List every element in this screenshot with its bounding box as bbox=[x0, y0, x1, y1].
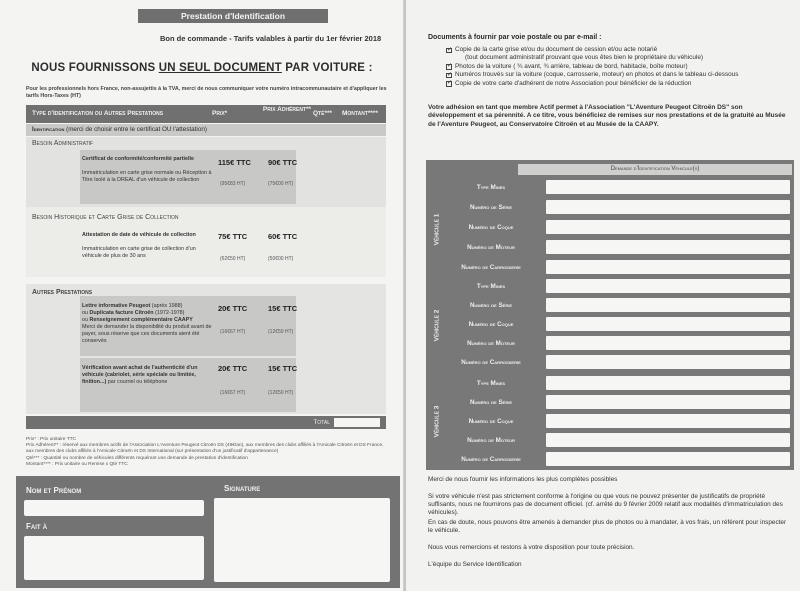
or-text: ou bbox=[82, 310, 90, 316]
product-lettre bbox=[82, 303, 212, 345]
page-banner: Prestation d'Identification bbox=[138, 9, 328, 23]
closing-signature: L'équipe du Service Identification bbox=[428, 561, 522, 568]
product-desc: Merci de demander la disponibilité du produit avant de payer, sous réserve que ces documents aient été conservés bbox=[82, 324, 212, 344]
vehicle-2-field-label: Type Mines bbox=[476, 283, 506, 290]
vehicle-3-type-mines-input[interactable] bbox=[546, 376, 790, 390]
vehicle-3-coque-input[interactable] bbox=[546, 414, 790, 428]
adherent-price-ttc: 60€ TTC bbox=[268, 232, 298, 241]
order-line: Bon de commande - Tarifs valables à partir du 1er février 2018 bbox=[160, 34, 382, 43]
vehicle-1-field-label: Type Mines bbox=[476, 184, 506, 191]
identification-title: Identification bbox=[32, 126, 65, 133]
price-ttc: 20€ TTC bbox=[218, 304, 248, 313]
vehicle-3-field-label: Numéro de Moteur bbox=[467, 437, 515, 444]
vehicle-1-field-label: Numéro de Coque bbox=[468, 224, 514, 231]
vehicle-2-coque-input[interactable] bbox=[546, 317, 790, 331]
header-adherent: Prix Adhérent** bbox=[262, 106, 312, 113]
vehicle-3-serie-input[interactable] bbox=[546, 395, 790, 409]
vehicle-3-field-label: Type Mines bbox=[476, 380, 506, 387]
adhesion-text: Votre adhésion en tant que membre Actif permet à l'Association "L'Aventure Peugeot Citroën DS" son développement et sa pérennité. A ce titre, vous bénéficiez de remises sur nos prestations et de la gratuité au Musée de l'Aventure Peugeot, au Conservatoire Citroën et au Musée de la CAAPY. bbox=[428, 104, 786, 128]
vehicle-2-moteur-input[interactable] bbox=[546, 336, 790, 350]
product-desc: par courriel ou téléphone bbox=[106, 379, 168, 385]
checkbox-icon[interactable] bbox=[446, 81, 452, 87]
docs-title: Documents à fournir par voie postale ou par e-mail : bbox=[428, 34, 602, 41]
doc-item-text: Copie de la carte grise et/ou du document de cession et/ou acte notarié bbox=[455, 46, 658, 53]
identification-bar bbox=[26, 124, 386, 136]
product-title-3: Renseignement complémentaire CAAPY bbox=[89, 317, 193, 323]
vehicle-3-field-label: Numéro de Carrosserie bbox=[461, 456, 521, 463]
vehicle-1-carrosserie-input[interactable] bbox=[546, 260, 790, 274]
adherent-price-ht: (50€00 HT) bbox=[268, 256, 294, 262]
adherent-price-ht: (75€00 HT) bbox=[268, 181, 294, 187]
product-title-note: (après 1988) bbox=[151, 303, 183, 309]
doc-item bbox=[446, 63, 796, 71]
footnotes bbox=[26, 437, 386, 468]
footnote: Qté*** : Quantité ou nombre de véhicules différents requérant une demande de prestation d'identification bbox=[26, 455, 248, 461]
vehicle-2-serie-input[interactable] bbox=[546, 298, 790, 312]
doc-item-text: (tout document administratif prouvant que vous êtes bien le propriétaire du véhicule) bbox=[465, 54, 704, 62]
header-prix: Prix* bbox=[212, 110, 228, 117]
vehicle-1-field-label: Numéro de Moteur bbox=[467, 244, 515, 251]
doc-item-text: Photos de la voiture ( ¾ avant, ¾ arrière, tableau de bord, habitacle, boîte moteur) bbox=[455, 62, 688, 70]
adherent-price-ht: (12€50 HT) bbox=[268, 390, 294, 396]
price-ht: (16€67 HT) bbox=[220, 329, 246, 335]
adherent-price-ht: (12€50 HT) bbox=[268, 329, 294, 335]
or-text: ou bbox=[82, 317, 90, 323]
product-title: Vérification avant achat de l'authenticité d'un véhicule (cabriolet, série spéciale ou limitée, finition...) bbox=[82, 365, 198, 385]
vehicle-3-field-label: Numéro de Série bbox=[469, 399, 513, 406]
vehicle-3-field-label: Numéro de Coque bbox=[468, 418, 514, 425]
vehicle-1-moteur-input[interactable] bbox=[546, 240, 790, 254]
adherent-price-ttc: 15€ TTC bbox=[268, 304, 298, 313]
closing-line: Nous vous remercions et restons à votre disposition pour toute précision. bbox=[428, 544, 635, 551]
vehicle-2-label: Véhicule 2 bbox=[433, 309, 441, 342]
vehicle-2-field-label: Numéro de Carrosserie bbox=[461, 359, 521, 366]
total-row bbox=[26, 416, 386, 429]
vehicle-2-field-label: Numéro de Coque bbox=[468, 321, 514, 328]
footnote: Montant**** : Prix unitaire ou Remise x Qté TTC bbox=[26, 461, 128, 467]
identification-note: (merci de choisir entre le certificat OU l'attestation) bbox=[66, 126, 207, 133]
headline bbox=[0, 62, 404, 74]
footnote: Prix Adhérent** : réservé aux membres actifs de l'Association L'Aventure Peugeot Citroën DS (49€/an), aux membres des clubs affiliés à l'Amicale Citroën et DS France, aux membres des clubs affiliés à l'Amicale Citroën et DS International (sur présentation d'un justificatif d'appartenance) bbox=[26, 443, 384, 455]
adherent-price-ttc: 90€ TTC bbox=[268, 158, 298, 167]
docs-list bbox=[446, 46, 796, 88]
vehicle-3-moteur-input[interactable] bbox=[546, 433, 790, 447]
signature-form bbox=[16, 476, 400, 588]
headline-underlined: UN SEUL DOCUMENT bbox=[158, 62, 282, 74]
signature-label: Signature bbox=[224, 484, 261, 493]
vehicle-3-carrosserie-input[interactable] bbox=[546, 452, 790, 466]
price-ttc: 115€ TTC bbox=[218, 158, 251, 167]
product-desc: Immatriculation en carte grise de collection d'un véhicule de plus de 30 ans bbox=[82, 246, 196, 259]
checkbox-icon[interactable] bbox=[446, 73, 452, 79]
closing-paragraph: En cas de doute, nous pouvons être amenés à demander plus de photos ou à mandater, à vos frais, un référent pour inspecter le véhicule. bbox=[428, 519, 787, 535]
besoin-admin-title: Besoin Administratif bbox=[32, 140, 94, 147]
doc-item bbox=[446, 46, 796, 54]
price-ttc: 75€ TTC bbox=[218, 232, 248, 241]
product-attestation bbox=[82, 232, 212, 260]
place-field[interactable] bbox=[24, 536, 204, 580]
vehicle-1-field-label: Numéro de Série bbox=[469, 204, 513, 211]
checkbox-icon[interactable] bbox=[446, 64, 452, 70]
vehicle-2-carrosserie-input[interactable] bbox=[546, 355, 790, 369]
price-ht: (62€50 HT) bbox=[220, 256, 246, 262]
vehicle-1-coque-input[interactable] bbox=[546, 220, 790, 234]
vehicle-2-field-label: Numéro de Moteur bbox=[467, 340, 515, 347]
signature-field[interactable] bbox=[214, 498, 390, 582]
name-label: Nom et Prénom bbox=[26, 486, 82, 495]
headline-pre: NOUS FOURNISSONS bbox=[31, 62, 159, 74]
product-verification bbox=[82, 365, 212, 386]
price-ttc: 20€ TTC bbox=[218, 364, 248, 373]
closing-paragraph: Si votre véhicule n'est pas strictement conforme à l'origine ou que vous ne pouvez présenter de justificatifs de propriété suffisants, nous ne fournirons pas de document officiel. (cf. arrêté du 9 février 2009 relatif aux modalités d'immatriculation des véhicules). bbox=[428, 493, 783, 517]
besoin-histo-title: Besoin Historique et Carte Grise de Collection bbox=[32, 214, 179, 221]
doc-item bbox=[446, 80, 796, 88]
vehicle-2-type-mines-input[interactable] bbox=[546, 279, 790, 293]
product-title: Attestation de date de véhicule de collection bbox=[82, 232, 196, 238]
intro-text: Pour les professionnels hors France, non-assujettis à la TVA, merci de nous communiquer votre numéro intracommunautaire et d'appliquer les tarifs Hors-Taxes (HT) bbox=[26, 86, 387, 99]
vehicle-request-page bbox=[406, 0, 800, 591]
name-field[interactable] bbox=[24, 500, 204, 516]
product-title-2: Duplicata facture Citroën bbox=[89, 310, 154, 316]
price-ht: (16€67 HT) bbox=[220, 390, 246, 396]
total-field[interactable] bbox=[334, 418, 380, 427]
doc-item-text: Copie de votre carte d'adhérent de notre Association pour bénéficier de la réduction bbox=[455, 79, 692, 87]
product-certificat bbox=[82, 156, 212, 184]
vehicle-2-field-label: Numéro de Série bbox=[469, 302, 513, 309]
doc-item bbox=[446, 71, 796, 79]
header-qte: Qté*** bbox=[313, 110, 333, 117]
vehicle-1-field-label: Numéro de Carrosserie bbox=[461, 264, 521, 271]
vehicle-1-type-mines-input[interactable] bbox=[546, 180, 790, 194]
header-montant: Montant**** bbox=[342, 110, 378, 117]
product-title: Lettre informative Peugeot bbox=[82, 303, 151, 309]
price-table-header bbox=[26, 105, 386, 123]
place-label: Fait à bbox=[26, 522, 48, 531]
vehicle-1-serie-input[interactable] bbox=[546, 200, 790, 214]
product-title-2-note: (1972-1978) bbox=[155, 310, 185, 316]
adherent-price-ttc: 15€ TTC bbox=[268, 364, 298, 373]
doc-item-sub bbox=[446, 54, 796, 62]
checkbox-icon[interactable] bbox=[446, 48, 452, 54]
product-desc: Immatriculation en carte grise normale ou Réception à Titre Isolé à la DREAL d'un véhicule de collection bbox=[82, 170, 212, 183]
headline-post: PAR VOITURE : bbox=[281, 62, 373, 74]
autres-title: Autres Prestations bbox=[32, 289, 93, 296]
closing-line: Merci de nous fournir les informations les plus complètes possibles bbox=[428, 476, 618, 483]
footnote: Prix* : Prix unitaire TTC bbox=[26, 437, 77, 442]
vehicle-3-label: Véhicule 3 bbox=[433, 405, 441, 438]
header-type: Type d'Identification ou Autres Prestations bbox=[32, 110, 164, 117]
doc-item-text: Numéros trouvés sur la voiture (coque, carrosserie, moteur) en photos et dans le tableau ci-dessous bbox=[455, 71, 739, 79]
vehicle-1-label: Véhicule 1 bbox=[433, 213, 441, 246]
price-ht: (95€83 HT) bbox=[220, 181, 246, 187]
product-title: Certificat de conformité/conformité partielle bbox=[82, 156, 195, 162]
vehicle-panel-title: Demande d'Identification Véhicule(s) bbox=[518, 164, 792, 175]
total-label: Total bbox=[313, 419, 330, 426]
